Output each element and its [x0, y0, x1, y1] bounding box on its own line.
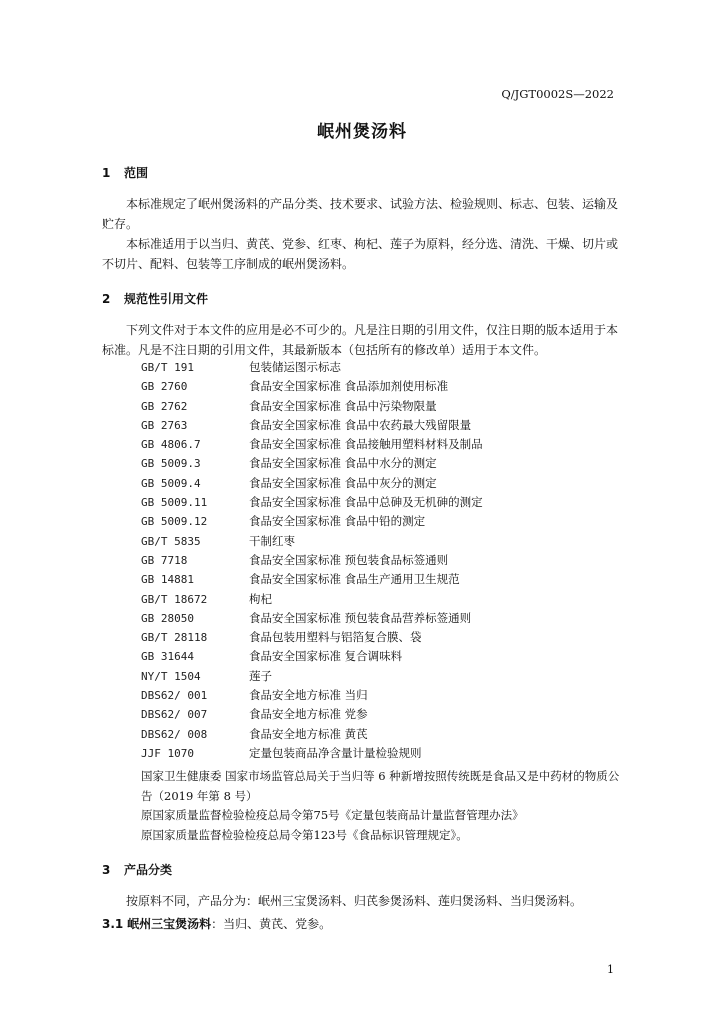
- subsection-title: 岷州三宝煲汤料: [127, 917, 212, 931]
- reference-code: GB 5009.12: [141, 515, 208, 529]
- reference-item: [141, 532, 483, 551]
- reference-title: 干制红枣: [249, 533, 295, 548]
- reference-item: [141, 686, 483, 705]
- paragraph: [102, 891, 618, 911]
- reference-item: [141, 474, 483, 493]
- document-title: 岷州煲汤料: [317, 122, 407, 142]
- reference-title: 食品安全国家标准 食品中灰分的测定: [249, 475, 437, 490]
- section-heading-product-classification: [102, 861, 172, 878]
- reference-title: 食品安全地方标准 党参: [249, 707, 368, 722]
- subsection-3-1: [102, 915, 331, 932]
- reference-title: 食品安全国家标准 食品中铅的测定: [249, 514, 426, 529]
- reference-code: JJF 1070: [141, 746, 194, 760]
- reference-code: DBS62/ 001: [141, 689, 208, 703]
- reference-title: 枸杞: [249, 591, 272, 606]
- paragraph-text: 按原料不同，产品分为：岷州三宝煲汤料、归芪参煲汤料、莲归煲汤料、当归煲汤料。: [126, 894, 583, 908]
- reference-code: GB 2763: [141, 418, 188, 432]
- reference-title: 食品安全国家标准 预包装食品标签通则: [249, 552, 449, 567]
- section-title: 范围: [124, 166, 149, 180]
- reference-code: GB 2760: [141, 380, 188, 394]
- section-title: 产品分类: [124, 863, 173, 877]
- reference-code: DBS62/ 007: [141, 708, 208, 722]
- reference-code: GB 14881: [141, 573, 194, 587]
- reference-title: 包装储运图示标志: [249, 360, 341, 374]
- paragraph-text: 下列文件对于本文件的应用是必不可少的。凡是注日期的引用文件，仅注日期的版本适用于本标准。凡是不注日期的引用文件，其最新版本（包括所有的修改单）适用于本文件。: [102, 323, 619, 357]
- reference-code: GB 5009.3: [141, 457, 201, 471]
- reference-code: GB 2762: [141, 399, 188, 413]
- reference-item: [141, 512, 483, 531]
- reference-notes: [141, 767, 621, 845]
- reference-title: 食品安全国家标准 食品中污染物限量: [249, 398, 437, 413]
- note-item: 原国家质量监督检验检疫总局令第123号《食品标识管理规定》。: [141, 827, 468, 842]
- reference-code: GB 5009.4: [141, 476, 201, 490]
- reference-item: [141, 435, 483, 454]
- section-heading-scope: [102, 164, 148, 181]
- reference-code: NY/T 1504: [141, 669, 201, 683]
- reference-title: 食品安全地方标准 黄芪: [249, 726, 368, 741]
- reference-title: 食品安全地方标准 当归: [249, 688, 368, 703]
- section-title: 规范性引用文件: [124, 292, 209, 306]
- paragraph: [102, 320, 618, 360]
- reference-item: [141, 493, 483, 512]
- page-number: 1: [607, 963, 614, 976]
- reference-code: GB 5009.11: [141, 496, 208, 510]
- reference-item: [141, 609, 483, 628]
- subsection-text: ：当归、黄芪、党参。: [211, 917, 332, 931]
- reference-item: [141, 397, 483, 416]
- reference-item: [141, 647, 483, 666]
- reference-code: GB 28050: [141, 611, 194, 625]
- reference-item: [141, 705, 483, 724]
- reference-title: 食品安全国家标准 食品接触用塑料材料及制品: [249, 437, 483, 452]
- reference-item: [141, 551, 483, 570]
- reference-code: GB 31644: [141, 650, 194, 664]
- paragraph-text: 本标准规定了岷州煲汤料的产品分类、技术要求、试验方法、检验规则、标志、包装、运输及贮存。: [102, 197, 619, 231]
- reference-title: 莲子: [249, 668, 272, 683]
- section-heading-normative-references: [102, 290, 208, 307]
- note-item: 原国家质量监督检验检疫总局令第75号《定量包装商品计量监督管理办法》: [141, 808, 524, 822]
- reference-code: GB/T 18672: [141, 592, 208, 606]
- reference-item: [141, 744, 483, 763]
- section-number: 1: [102, 166, 111, 180]
- reference-item: [141, 377, 483, 396]
- section-number: 3: [102, 863, 111, 877]
- reference-item: [141, 628, 483, 647]
- reference-title: 食品安全国家标准 食品中农药最大残留限量: [249, 417, 472, 432]
- reference-title: 定量包装商品净含量计量检验规则: [249, 745, 422, 760]
- reference-title: 食品安全国家标准 食品添加剂使用标准: [249, 379, 449, 394]
- reference-title: 食品安全国家标准 食品中水分的测定: [249, 456, 437, 471]
- note-item: 国家卫生健康委 国家市场监管总局关于当归等 6 种新增按照传统既是食品又是中药材的物质公告（2019 年第 8 号）: [141, 769, 620, 803]
- paragraph: [102, 234, 618, 274]
- reference-item: [141, 570, 483, 589]
- paragraph: [102, 194, 618, 234]
- reference-title: 食品安全国家标准 预包装食品营养标签通则: [249, 610, 472, 625]
- reference-item: [141, 725, 483, 744]
- reference-title: 食品安全国家标准 食品中总砷及无机砷的测定: [249, 495, 483, 510]
- reference-code: GB 7718: [141, 553, 188, 567]
- reference-item: [141, 454, 483, 473]
- reference-item: [141, 358, 483, 377]
- reference-title: 食品安全国家标准 食品生产通用卫生规范: [249, 572, 460, 587]
- reference-item: [141, 590, 483, 609]
- subsection-number: 3.1: [102, 917, 124, 931]
- reference-item: [141, 667, 483, 686]
- reference-code: GB/T 28118: [141, 631, 208, 645]
- reference-title: 食品安全国家标准 复合调味料: [249, 649, 403, 664]
- reference-item: [141, 416, 483, 435]
- reference-code: GB/T 5835: [141, 534, 201, 548]
- section-number: 2: [102, 292, 111, 306]
- paragraph-text: 本标准适用于以当归、黄芪、党参、红枣、枸杞、莲子为原料，经分选、清洗、干燥、切片或不切片、配料、包装等工序制成的岷州煲汤料。: [102, 237, 619, 271]
- reference-code: DBS62/ 008: [141, 727, 208, 741]
- reference-list: [141, 358, 483, 763]
- reference-code: GB 4806.7: [141, 438, 201, 452]
- reference-title: 食品包装用塑料与铝箔复合膜、袋: [249, 630, 422, 645]
- standard-code: Q/JGT0002S—2022: [501, 87, 614, 101]
- reference-code: GB/T 191: [141, 361, 194, 374]
